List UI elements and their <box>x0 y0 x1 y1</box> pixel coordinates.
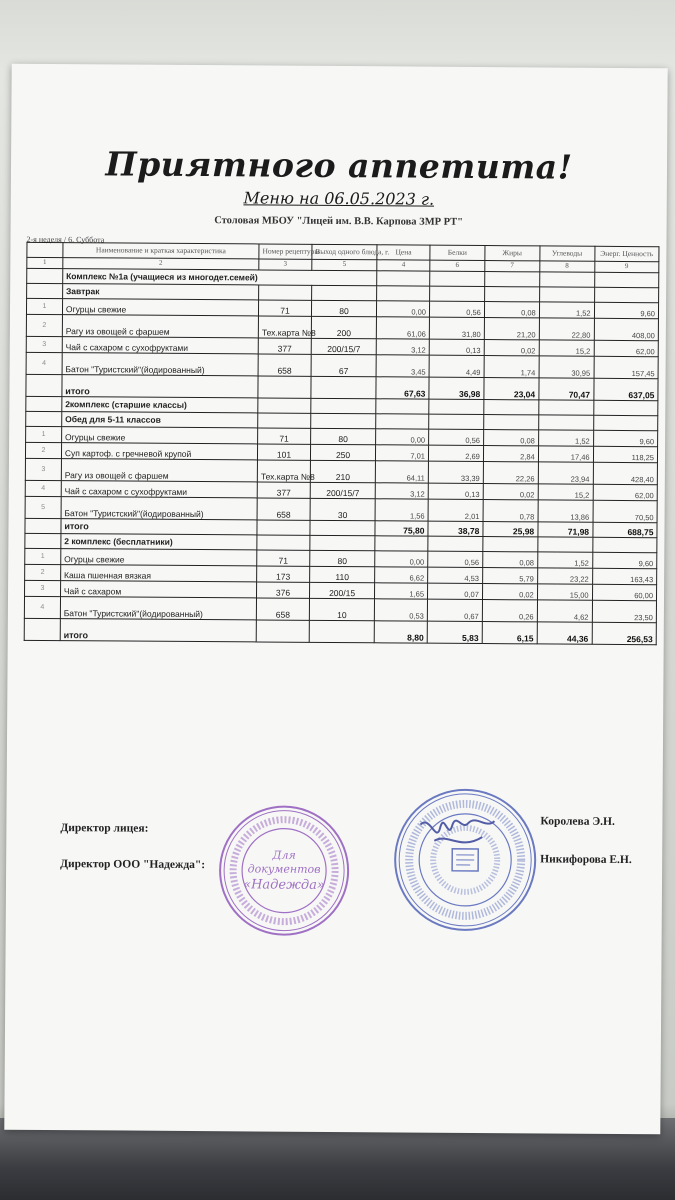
director-label: Директор лицея: <box>60 822 149 835</box>
dish-name: Каша пшенная вязкая <box>60 565 256 582</box>
dish-name: Чай с сахаром с сухофруктами <box>62 337 258 354</box>
carbs-value: 23,22 <box>537 568 592 584</box>
menu-date: Меню на 06.05.2023 г. <box>243 188 435 209</box>
dish-name: Батон "Туристский"(йодированный) <box>62 353 258 376</box>
protein-value: 0,56 <box>429 301 484 317</box>
fat-value: 0,02 <box>482 584 537 600</box>
carbs-value: 15,00 <box>537 584 592 600</box>
supplier-label: Директор ООО "Надежда": <box>60 858 206 872</box>
total-carbs: 44,36 <box>537 622 592 644</box>
complex-3-title: 2 комплекс (бесплатники) <box>61 534 257 550</box>
energy-value: 9,60 <box>592 552 657 568</box>
column-number: 1 <box>27 257 63 268</box>
stamp-text-line: Для <box>272 848 296 862</box>
price-value: 1,65 <box>375 583 428 599</box>
total-fat: 23,04 <box>484 378 539 400</box>
portion-yield: 80 <box>310 428 376 444</box>
recipe-number: 71 <box>259 300 312 316</box>
school-name: Столовая МБОУ "Лицей им. В.В. Карпова ЗМР РТ" <box>214 215 464 228</box>
portion-yield: 200 <box>311 316 377 338</box>
column-number: 6 <box>430 260 485 271</box>
row-index: 5 <box>25 496 61 518</box>
portion-yield: 10 <box>309 598 375 620</box>
carbs-value: 22,80 <box>539 318 594 340</box>
complex-3-total-row <box>24 618 656 644</box>
fat-value: 5,79 <box>482 568 537 584</box>
portion-yield: 250 <box>310 444 376 460</box>
dish-name: Огурцы свежие <box>61 427 257 444</box>
price-value: 3,45 <box>376 355 429 377</box>
fat-value: 0,08 <box>483 552 538 568</box>
energy-value: 62,00 <box>594 340 659 356</box>
header-cell: Энерг. Ценность <box>594 246 659 261</box>
column-number: 4 <box>377 260 430 271</box>
dish-name: Огурцы свежие <box>62 299 258 316</box>
price-value: 3,12 <box>376 339 429 355</box>
dish-name: Рагу из овощей с фаршем <box>62 315 258 338</box>
total-carbs: 71,98 <box>538 522 593 537</box>
blue-stamp-icon <box>390 784 541 935</box>
total-label: итого <box>62 375 258 398</box>
fat-value: 0,26 <box>482 600 537 622</box>
carbs-value: 4,62 <box>537 600 592 622</box>
page-title: Приятного аппетита! <box>105 144 573 187</box>
energy-value: 118,25 <box>593 446 658 462</box>
total-energy: 688,75 <box>593 522 658 537</box>
recipe-number: Тех.карта №8 <box>257 460 310 482</box>
energy-value: 9,60 <box>593 430 658 446</box>
dish-name: Батон "Туристский"(йодированный) <box>61 497 257 520</box>
total-protein: 5,83 <box>427 621 482 643</box>
row-index: 2 <box>25 564 61 580</box>
recipe-number: 377 <box>257 482 310 498</box>
complex-1-items <box>26 298 659 378</box>
total-energy: 256,53 <box>592 622 657 644</box>
menu-sheet <box>4 64 667 1135</box>
total-price: 75,80 <box>375 521 428 536</box>
price-value: 64,11 <box>376 461 429 483</box>
column-number: 7 <box>485 261 540 272</box>
recipe-number: Тех.карта №8 <box>258 316 311 338</box>
row-index: 2 <box>26 314 62 336</box>
protein-value: 0,07 <box>428 583 483 599</box>
row-index: 3 <box>26 336 62 352</box>
header-cell: Выход одного блюда, г. <box>312 244 378 259</box>
portion-yield: 210 <box>310 460 376 482</box>
total-protein: 36,98 <box>429 377 484 399</box>
director-name: Королева Э.Н. <box>540 815 615 828</box>
recipe-number: 658 <box>256 598 309 620</box>
portion-yield: 80 <box>311 300 377 316</box>
row-index: 4 <box>25 480 61 496</box>
total-fat: 6,15 <box>482 622 537 644</box>
energy-value: 60,00 <box>592 584 657 600</box>
energy-value: 157,45 <box>594 356 659 378</box>
protein-value: 0,67 <box>427 599 482 621</box>
carbs-value: 13,86 <box>538 500 593 522</box>
stamp-text-line: «Надежда» <box>243 877 325 893</box>
fat-value: 2,84 <box>483 446 538 462</box>
energy-value: 408,00 <box>594 318 659 340</box>
total-label: итого <box>60 619 256 642</box>
supplier-name: Никифорова Е.Н. <box>540 853 632 867</box>
carbs-value: 17,46 <box>538 446 593 462</box>
fat-value: 0,78 <box>483 500 538 522</box>
complex-3-items <box>24 548 656 622</box>
total-price: 8,80 <box>374 621 427 643</box>
portion-yield: 200/15/7 <box>311 338 377 354</box>
protein-value: 31,80 <box>429 317 484 339</box>
stamp-text-line: документов <box>247 862 321 876</box>
dish-name: Чай с сахаром с сухофруктами <box>61 481 257 498</box>
row-index: 4 <box>26 352 62 374</box>
row-index: 1 <box>26 298 62 314</box>
total-price: 67,63 <box>376 377 429 399</box>
fat-value: 0,08 <box>483 430 538 446</box>
meal-label: Обед для 5-11 классов <box>62 412 258 428</box>
recipe-number: 658 <box>257 498 310 520</box>
protein-value: 4,49 <box>429 355 484 377</box>
fat-value: 0,02 <box>484 340 539 356</box>
dish-name: Батон "Туристский"(йодированный) <box>60 597 256 620</box>
protein-value: 33,39 <box>428 461 483 483</box>
total-label: итого <box>61 519 257 535</box>
protein-value: 0,13 <box>428 483 483 499</box>
column-number: 3 <box>259 259 312 270</box>
carbs-value: 23,94 <box>538 462 593 484</box>
energy-value: 9,60 <box>594 302 659 318</box>
dish-name: Чай с сахаром <box>60 581 256 598</box>
protein-value: 4,53 <box>428 567 483 583</box>
header-cell: Номер рецептуры <box>259 244 312 259</box>
column-number: 9 <box>594 261 658 272</box>
fat-value: 0,02 <box>483 484 538 500</box>
carbs-value: 30,95 <box>539 356 594 378</box>
price-value: 61,06 <box>377 317 430 339</box>
header-cell <box>27 242 63 257</box>
energy-value: 70,50 <box>593 500 658 522</box>
complex-1-title: Комплекс №1а (учащиеся из многодет.семей) <box>63 269 377 286</box>
header-cell: Наименование и краткая характеристика <box>63 243 259 259</box>
carbs-value: 15,2 <box>538 484 593 500</box>
fat-value: 21,20 <box>484 318 539 340</box>
recipe-number: 376 <box>257 582 310 598</box>
carbs-value: 1,52 <box>538 430 593 446</box>
energy-value: 428,40 <box>593 462 658 484</box>
total-fat: 25,98 <box>483 522 538 537</box>
recipe-number: 71 <box>258 428 311 444</box>
header-cell: Белки <box>430 245 485 260</box>
header-cell: Жиры <box>485 246 540 261</box>
portion-yield: 67 <box>311 354 377 376</box>
menu-table <box>24 242 660 645</box>
price-value: 0,00 <box>375 551 428 567</box>
price-value: 6,62 <box>375 567 428 583</box>
price-value: 0,00 <box>377 301 430 317</box>
recipe-number: 658 <box>258 354 311 376</box>
fat-value: 22,26 <box>483 462 538 484</box>
dish-name: Суп картоф. с гречневой крупой <box>61 443 257 460</box>
energy-value: 163,43 <box>592 568 657 584</box>
carbs-value: 1,52 <box>537 552 592 568</box>
dish-name: Огурцы свежие <box>61 549 257 566</box>
row-index: 3 <box>25 580 61 596</box>
column-number: 5 <box>312 259 377 270</box>
purple-stamp-icon <box>214 800 355 941</box>
total-protein: 38,78 <box>428 521 483 536</box>
carbs-value: 15,2 <box>539 340 594 356</box>
total-energy: 637,05 <box>593 378 658 400</box>
row-index: 3 <box>25 458 61 480</box>
protein-value: 2,69 <box>428 445 483 461</box>
price-value: 3,12 <box>375 483 428 499</box>
meal-label: Завтрак <box>62 284 258 300</box>
fat-value: 0,08 <box>484 302 539 318</box>
dish-name: Рагу из овощей с фаршем <box>61 459 257 482</box>
protein-value: 0,13 <box>429 339 484 355</box>
price-value: 7,01 <box>376 445 429 461</box>
fat-value: 1,74 <box>484 356 539 378</box>
row-index: 1 <box>26 426 62 442</box>
price-value: 0,53 <box>375 599 428 621</box>
header-cell: Углеводы <box>540 246 595 261</box>
protein-value: 0,56 <box>429 429 484 445</box>
carbs-value: 1,52 <box>539 302 594 318</box>
week-label: 2-я неделя / 6. Суббота <box>26 234 105 245</box>
energy-value: 62,00 <box>593 484 658 500</box>
portion-yield: 110 <box>309 566 375 582</box>
portion-yield: 30 <box>310 498 376 520</box>
energy-value: 23,50 <box>592 600 657 622</box>
portion-yield: 200/15/7 <box>310 482 376 498</box>
portion-yield: 80 <box>310 550 376 566</box>
recipe-number: 71 <box>257 550 310 566</box>
protein-value: 2,01 <box>428 499 483 521</box>
row-index: 2 <box>25 442 61 458</box>
protein-value: 0,56 <box>428 551 483 567</box>
recipe-number: 377 <box>258 338 311 354</box>
column-number: 2 <box>63 258 259 270</box>
total-carbs: 70,47 <box>539 378 594 400</box>
column-number: 8 <box>540 261 595 272</box>
complex-2-title: 2комплекс (старшие классы) <box>62 397 258 413</box>
price-value: 1,56 <box>375 499 428 521</box>
price-value: 0,00 <box>376 429 429 445</box>
complex-2-items <box>25 426 658 522</box>
row-index: 4 <box>24 596 60 618</box>
header-cell: Цена <box>377 245 430 260</box>
portion-yield: 200/15 <box>309 582 375 598</box>
recipe-number: 173 <box>257 566 310 582</box>
row-index: 1 <box>25 548 61 564</box>
recipe-number: 101 <box>258 444 311 460</box>
